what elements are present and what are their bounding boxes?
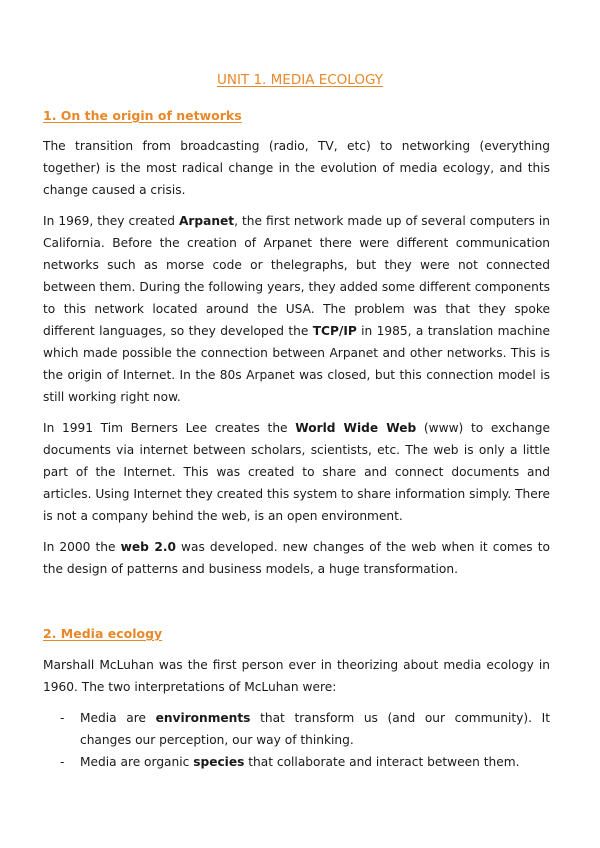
bullet-dash: - xyxy=(60,711,65,725)
paragraph-text: (www) to exchange documents via internet between scholars, scientists, etc. The web is only a little part of the Internet. This was created to share and connect documents and articles. Using Internet they created this system to share information simply. There is not a company behind the web, is an open environment. xyxy=(43,421,550,523)
term-web-2-0: web 2.0 xyxy=(120,540,176,554)
list-text: Media are xyxy=(80,711,156,725)
section-1-heading: 1. On the origin of networks xyxy=(43,108,242,123)
term-environments: environments xyxy=(155,711,251,725)
paragraph-text: In 2000 the xyxy=(43,540,121,554)
document-title: UNIT 1. MEDIA ECOLOGY xyxy=(216,72,384,88)
list-text: that transform us (and our community). It changes our perception, our way of thinking. xyxy=(80,711,551,747)
paragraph-text: , the first network made up of several computers in California. Before the creation of Arpanet there were different communication networks such as morse code or thelegraphs, but they were not connected between them. During the following years, they added some different components to this network located around the USA. The problem was that they spoke different languages, so they developed the xyxy=(43,214,550,338)
section-1-paragraph-2 xyxy=(43,210,550,408)
list-item xyxy=(58,751,550,773)
bullet-dash: - xyxy=(60,755,65,769)
section-1-paragraph-4 xyxy=(43,536,550,580)
section-2-paragraph-1: Marshall McLuhan was the first person ever in theorizing about media ecology in 1960. The two interpretations of McLuhan were: xyxy=(43,658,550,694)
term-www: World Wide Web xyxy=(295,421,417,435)
list-item xyxy=(58,707,550,751)
term-arpanet: Arpanet xyxy=(178,214,235,228)
term-tcp-ip: TCP/IP xyxy=(312,324,357,338)
paragraph-text: was developed. new changes of the web when it comes to the design of patterns and business models, a huge transformation. xyxy=(43,540,550,576)
section-2-list xyxy=(58,707,550,773)
section-1-paragraph-3 xyxy=(43,417,550,527)
section-2-heading: 2. Media ecology xyxy=(43,626,163,641)
paragraph-text: In 1991 Tim Berners Lee creates the xyxy=(43,421,296,435)
paragraph-text: in 1985, a translation machine which made possible the connection between Arpanet and other networks. This is the origin of Internet. In the 80s Arpanet was closed, but this connection model is still working right now. xyxy=(43,324,550,404)
section-1-paragraph-1: The transition from broadcasting (radio, TV, etc) to networking (everything together) is the most radical change in the evolution of media ecology, and this change caused a crisis. xyxy=(43,139,550,197)
term-species: species xyxy=(193,755,245,769)
paragraph-text: In 1969, they created xyxy=(43,214,179,228)
list-text: Media are organic xyxy=(80,755,194,769)
list-text: that collaborate and interact between them. xyxy=(244,755,520,769)
